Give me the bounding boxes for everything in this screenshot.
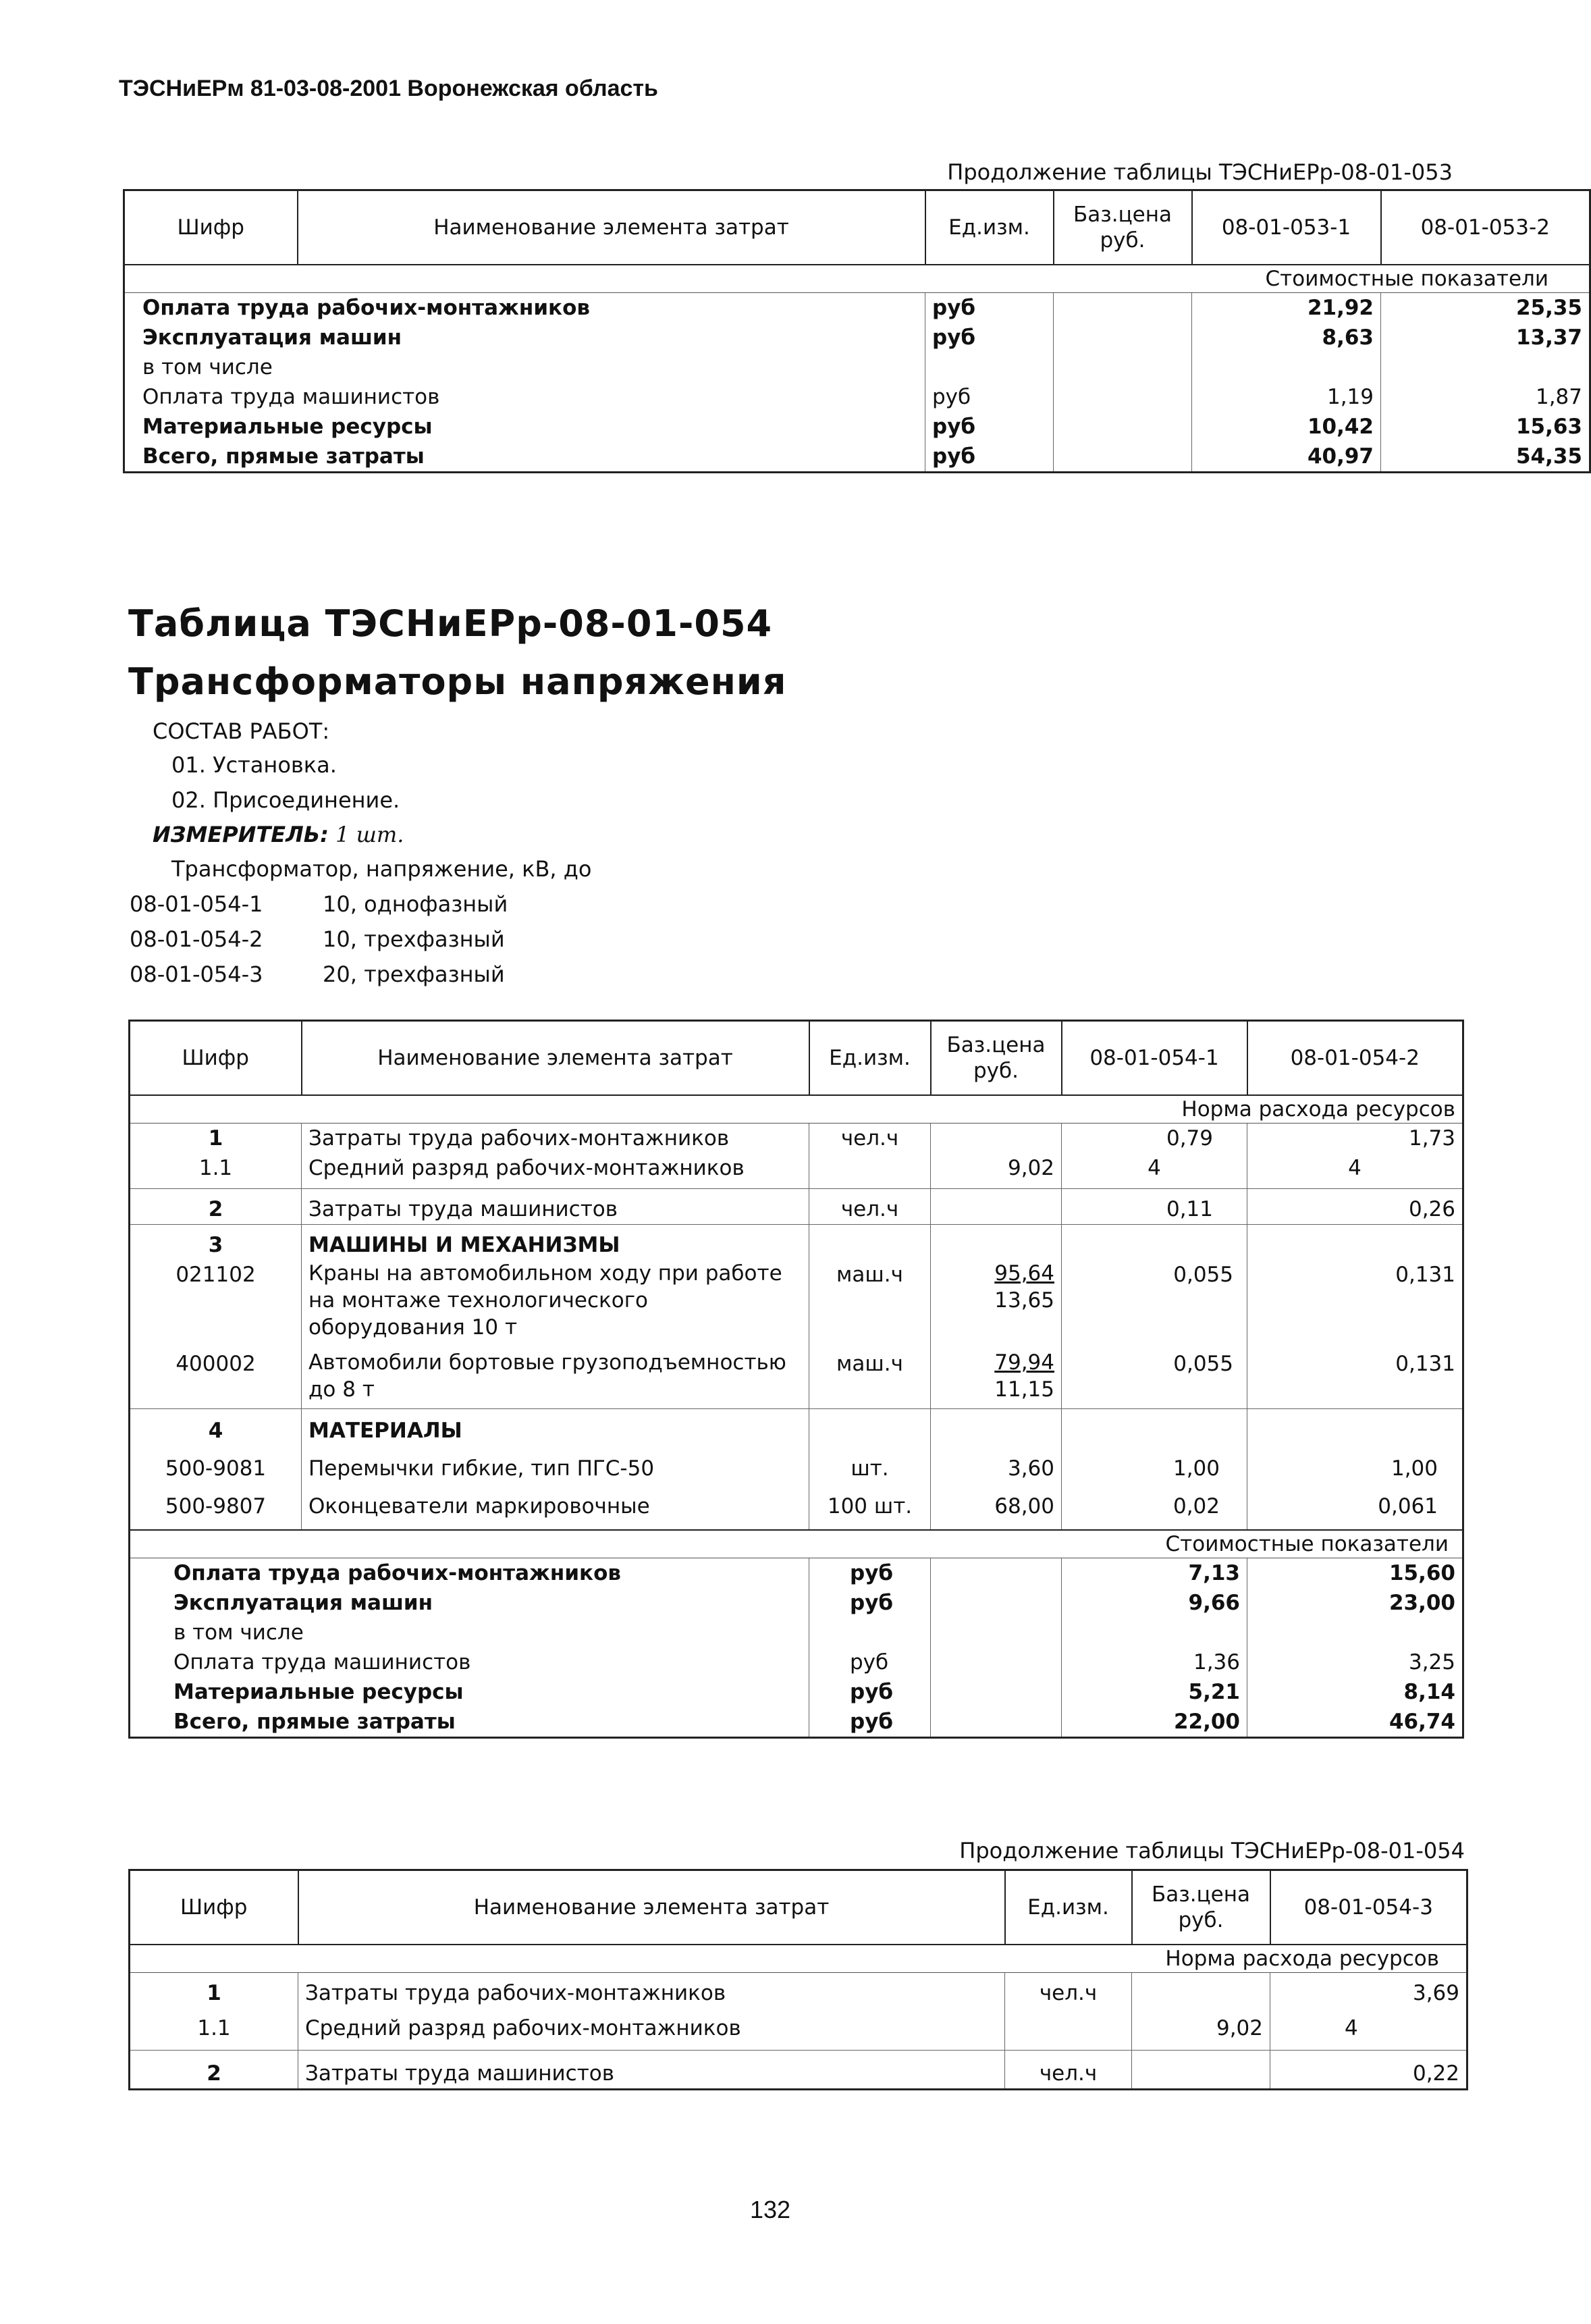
row-name: МАШИНЫ И МЕХАНИЗМЫ xyxy=(302,1225,809,1261)
table1-continuation-note: Продолжение таблицы ТЭСНиЕРр-08-01-053 xyxy=(947,159,1453,185)
table3 xyxy=(128,1869,1468,2090)
row-value-1: 10,42 xyxy=(1192,412,1381,442)
row-value-1: 1,36 xyxy=(1062,1647,1247,1677)
work-item-text: 10, трехфазный xyxy=(323,926,505,952)
work-item-text: 20, трехфазный xyxy=(323,961,505,987)
table-row xyxy=(130,1483,1463,1530)
row-code: 500-9807 xyxy=(165,1494,267,1518)
col-unit-header: Ед.изм. xyxy=(925,190,1054,265)
table1 xyxy=(123,189,1591,473)
table-row xyxy=(130,1707,1463,1738)
row-value-1: 22,00 xyxy=(1062,1707,1247,1738)
row-price xyxy=(931,1260,1062,1341)
row-value-2: 25,35 xyxy=(1381,293,1590,323)
row-value-2: 46,74 xyxy=(1247,1707,1463,1738)
table-row xyxy=(130,1260,1463,1341)
row-value-1: 0,055 xyxy=(1062,1341,1247,1409)
row-unit xyxy=(809,1153,931,1189)
col-price-header: Баз.цена руб. xyxy=(1132,1870,1270,1945)
row-value-2: 1,73 xyxy=(1247,1124,1463,1154)
table-row xyxy=(130,1677,1463,1707)
row-unit: руб xyxy=(809,1677,931,1707)
row-value-1: 40,97 xyxy=(1192,442,1381,473)
row-unit: руб xyxy=(809,1558,931,1589)
row-price-total: 95,64 xyxy=(994,1261,1054,1286)
row-unit: руб xyxy=(925,442,1054,473)
row-price-wage: 13,65 xyxy=(994,1288,1054,1313)
col-rate2-header: 08-01-053-2 xyxy=(1381,190,1590,265)
row-name: Оплата труда машинистов xyxy=(142,385,440,409)
row-value-1: 0,11 xyxy=(1062,1189,1247,1225)
row-value-1: 4 xyxy=(1270,2008,1467,2051)
row-unit: чел.ч xyxy=(1005,2051,1132,2090)
row-price xyxy=(931,1124,1062,1154)
row-value-2: 15,63 xyxy=(1381,412,1590,442)
running-header: ТЭСНиЕРм 81-03-08-2001 Воронежская область xyxy=(119,76,658,101)
row-price xyxy=(1132,2051,1270,2090)
row-value-2: 15,60 xyxy=(1247,1558,1463,1589)
col-code-header: Шифр xyxy=(130,1870,298,1945)
row-name: Оплата труда рабочих-монтажников xyxy=(173,1561,621,1585)
row-value-1: 1,00 xyxy=(1062,1446,1247,1483)
meter-value: 1 шт. xyxy=(335,822,404,847)
row-value-1: 21,92 xyxy=(1192,293,1381,323)
row-unit: руб xyxy=(809,1588,931,1618)
row-value-1: 8,63 xyxy=(1192,323,1381,352)
col-name-header: Наименование элемента затрат xyxy=(298,190,925,265)
row-name-line: до 8 т xyxy=(308,1377,375,1402)
row-code: 3 xyxy=(130,1225,302,1261)
row-name: Материальные ресурсы xyxy=(142,415,433,439)
col-price-header: Баз.цена руб. xyxy=(1054,190,1192,265)
row-value-2: 0,131 xyxy=(1247,1341,1463,1409)
row-value-1: 9,66 xyxy=(1062,1588,1247,1618)
table-row xyxy=(130,1618,1463,1647)
row-unit: шт. xyxy=(809,1446,931,1483)
table-row xyxy=(130,1341,1463,1409)
row-unit: маш.ч xyxy=(809,1341,931,1409)
row-value-2: 4 xyxy=(1247,1153,1463,1189)
row-value-2: 0,061 xyxy=(1247,1483,1463,1530)
row-value-1: 4 xyxy=(1062,1153,1247,1189)
table-row xyxy=(130,1588,1463,1618)
table-row xyxy=(130,1124,1463,1154)
row-name: Материальные ресурсы xyxy=(173,1680,464,1704)
col-rate1-header: 08-01-054-1 xyxy=(1062,1021,1247,1096)
col-name-header: Наименование элемента затрат xyxy=(302,1021,809,1096)
col-unit-header: Ед.изм. xyxy=(809,1021,931,1096)
table-row xyxy=(130,1558,1463,1589)
row-name: Затраты труда машинистов xyxy=(302,1189,809,1225)
row-name: Затраты труда рабочих-монтажников xyxy=(302,1124,809,1154)
row-price: 3,60 xyxy=(931,1446,1062,1483)
table-row xyxy=(130,1647,1463,1677)
row-code: 1.1 xyxy=(198,1156,233,1180)
row-unit: руб xyxy=(809,1647,931,1677)
section-norm: Норма расхода ресурсов xyxy=(130,1095,1463,1124)
col-name-header: Наименование элемента затрат xyxy=(298,1870,1005,1945)
table-row xyxy=(130,1225,1463,1261)
row-value-1: 0,02 xyxy=(1062,1483,1247,1530)
row-value-2: 8,14 xyxy=(1247,1677,1463,1707)
row-value-2: 1,00 xyxy=(1247,1446,1463,1483)
row-unit: руб xyxy=(925,323,1054,352)
table-row xyxy=(130,2051,1467,2090)
section-cost: Стоимостные показатели xyxy=(124,265,1590,293)
row-value-2: 1,87 xyxy=(1381,382,1590,412)
row-unit: руб xyxy=(925,293,1054,323)
table-row xyxy=(130,1189,1463,1225)
section-norm: Норма расхода ресурсов xyxy=(130,1945,1467,1973)
row-name: Оплата труда рабочих-монтажников xyxy=(142,296,590,320)
table-row xyxy=(130,1153,1463,1189)
row-name: в том числе xyxy=(142,355,273,379)
row-name: Средний разряд рабочих-монтажников xyxy=(298,2008,1005,2051)
meter-line xyxy=(153,822,404,847)
work-step-2: 02. Присоединение. xyxy=(171,787,400,813)
row-name: Перемычки гибкие, тип ПГС-50 xyxy=(302,1446,809,1483)
row-price-wage: 11,15 xyxy=(994,1377,1054,1402)
row-name: Эксплуатация машин xyxy=(173,1591,433,1615)
row-value-1: 0,22 xyxy=(1270,2051,1467,2090)
work-description: Трансформатор, напряжение, кВ, до xyxy=(171,856,592,882)
work-item-code: 08-01-054-3 xyxy=(130,961,263,987)
table-subtitle: Трансформаторы напряжения xyxy=(128,660,787,703)
meter-label: ИЗМЕРИТЕЛЬ: xyxy=(153,822,329,847)
row-name-line: Автомобили бортовые грузоподъемностью xyxy=(308,1350,786,1375)
table-row xyxy=(124,352,1590,382)
row-code: 1.1 xyxy=(197,2016,231,2040)
table2 xyxy=(128,1020,1464,1739)
row-value-2: 13,37 xyxy=(1381,323,1590,352)
row-name: Всего, прямые затраты xyxy=(142,444,425,469)
col-rate2-header: 08-01-054-2 xyxy=(1247,1021,1463,1096)
table-title: Таблица ТЭСНиЕРр-08-01-054 xyxy=(128,602,773,645)
row-name: Затраты труда рабочих-монтажников xyxy=(298,1973,1005,2009)
col-rate1-header: 08-01-053-1 xyxy=(1192,190,1381,265)
row-value-2: 0,26 xyxy=(1247,1189,1463,1225)
col-code-header: Шифр xyxy=(130,1021,302,1096)
row-name: МАТЕРИАЛЫ xyxy=(302,1409,809,1446)
row-code: 4 xyxy=(130,1409,302,1446)
table-row xyxy=(130,2008,1467,2051)
table-row xyxy=(124,293,1590,323)
row-name-line: Краны на автомобильном ходу при работе xyxy=(308,1261,782,1286)
row-value-1: 0,055 xyxy=(1062,1260,1247,1341)
row-name xyxy=(302,1341,809,1409)
table-row xyxy=(124,412,1590,442)
work-item-text: 10, однофазный xyxy=(323,891,508,917)
work-item-code: 08-01-054-2 xyxy=(130,926,263,952)
row-unit: чел.ч xyxy=(1005,1973,1132,2009)
row-price: 9,02 xyxy=(931,1153,1062,1189)
row-name: Всего, прямые затраты xyxy=(173,1710,456,1734)
work-item-code: 08-01-054-1 xyxy=(130,891,263,917)
col-price-header: Баз.цена руб. xyxy=(931,1021,1062,1096)
row-code: 500-9081 xyxy=(165,1456,267,1481)
table-row xyxy=(130,1446,1463,1483)
row-unit xyxy=(1005,2008,1132,2051)
row-name: в том числе xyxy=(173,1620,304,1645)
row-unit: чел.ч xyxy=(809,1124,931,1154)
row-value-1: 5,21 xyxy=(1062,1677,1247,1707)
row-value-2: 23,00 xyxy=(1247,1588,1463,1618)
table-row xyxy=(124,323,1590,352)
row-unit: руб xyxy=(925,382,1054,412)
row-code: 400002 xyxy=(176,1352,256,1376)
row-name-line: на монтаже технологического xyxy=(308,1288,648,1313)
row-code: 2 xyxy=(130,2051,298,2090)
row-price-total: 79,94 xyxy=(994,1350,1054,1375)
row-name: Эксплуатация машин xyxy=(142,325,402,350)
row-code: 021102 xyxy=(176,1263,256,1287)
row-code: 1 xyxy=(208,1126,223,1151)
row-value-1: 7,13 xyxy=(1062,1558,1247,1589)
row-code: 2 xyxy=(130,1189,302,1225)
row-value-1: 3,69 xyxy=(1270,1973,1467,2009)
table-row xyxy=(124,442,1590,473)
row-value-2: 0,131 xyxy=(1247,1260,1463,1341)
row-name: Затраты труда машинистов xyxy=(298,2051,1005,2090)
row-unit: маш.ч xyxy=(809,1260,931,1341)
row-price: 9,02 xyxy=(1132,2008,1270,2051)
row-value-1: 0,79 xyxy=(1062,1124,1247,1154)
table-row xyxy=(130,1973,1467,2009)
row-unit: чел.ч xyxy=(809,1189,931,1225)
row-value-2: 54,35 xyxy=(1381,442,1590,473)
row-price: 68,00 xyxy=(931,1483,1062,1530)
work-step-1: 01. Установка. xyxy=(171,752,337,778)
row-name xyxy=(302,1260,809,1341)
row-price xyxy=(931,1189,1062,1225)
row-unit: 100 шт. xyxy=(809,1483,931,1530)
table-row xyxy=(124,382,1590,412)
section-cost: Стоимостные показатели xyxy=(130,1530,1463,1558)
col-code-header: Шифр xyxy=(124,190,298,265)
col-unit-header: Ед.изм. xyxy=(1005,1870,1132,1945)
row-price xyxy=(1132,1973,1270,2009)
row-name: Оконцеватели маркировочные xyxy=(302,1483,809,1530)
row-value-1: 1,19 xyxy=(1192,382,1381,412)
work-label: СОСТАВ РАБОТ: xyxy=(153,718,330,744)
table3-continuation-note: Продолжение таблицы ТЭСНиЕРр-08-01-054 xyxy=(959,1838,1465,1864)
row-name-line: оборудования 10 т xyxy=(308,1315,518,1340)
row-price xyxy=(931,1341,1062,1409)
page-number: 132 xyxy=(749,2196,791,2223)
row-name: Оплата труда машинистов xyxy=(173,1650,471,1674)
row-value-2: 3,25 xyxy=(1247,1647,1463,1677)
row-unit: руб xyxy=(809,1707,931,1738)
row-unit: руб xyxy=(925,412,1054,442)
table-row xyxy=(130,1409,1463,1446)
col-rate1-header: 08-01-054-3 xyxy=(1270,1870,1467,1945)
row-code: 1 xyxy=(207,1981,221,2005)
row-name: Средний разряд рабочих-монтажников xyxy=(302,1153,809,1189)
